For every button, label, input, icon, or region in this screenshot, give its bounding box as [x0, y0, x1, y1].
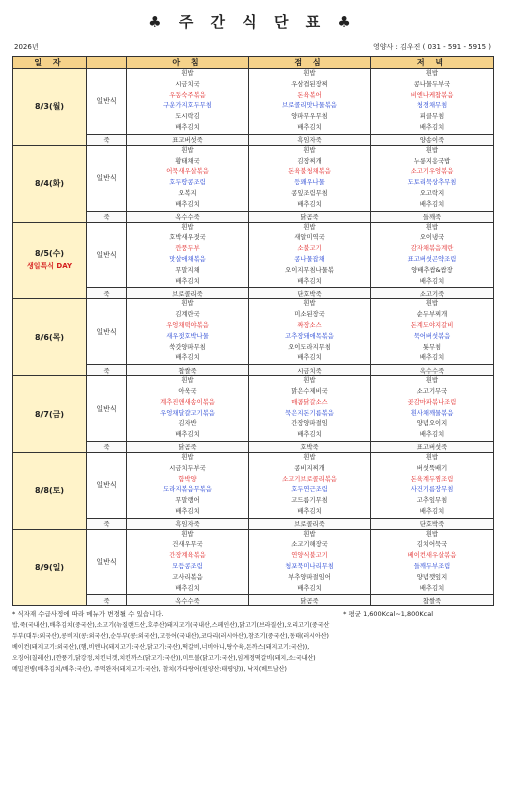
- porridge-item: 닭곰죽: [127, 441, 249, 452]
- menu-item: 도라지볶음무볶음: [163, 486, 212, 494]
- day-date: 8/3(월): [34, 102, 65, 112]
- menu-item: 연양식불고기: [291, 552, 328, 560]
- year-label: 2026년: [14, 43, 39, 51]
- menu-item: 깐풍두부: [175, 245, 200, 253]
- day-row: [13, 145, 494, 211]
- menu-item: 청경채무침: [416, 102, 448, 110]
- menu-item: 무말지채: [175, 266, 200, 274]
- day-date: 8/8(토): [34, 486, 65, 496]
- meal-type: 일반식: [87, 529, 127, 595]
- menu-item: 배추김치: [419, 431, 445, 439]
- meal-type: 일반식: [87, 299, 127, 365]
- day-date: 8/5(수): [34, 249, 65, 259]
- origin-line: 두부(대두:외국산),콩비지(콩:외국산),순두부(콩:외국산),고등어(국내산),코다리(러시아산),참조기(중국산),동태(러시아산): [12, 633, 329, 641]
- menu-item: 비엔나케찹볶음: [410, 91, 454, 99]
- menu-item: 고추장돼애목볶음: [285, 332, 334, 340]
- menu-page: [12, 8, 493, 675]
- porridge-item: 닭곰죽: [249, 211, 371, 222]
- day-cell: [13, 376, 87, 453]
- day-date: 8/7(금): [34, 409, 65, 419]
- header-day: 일 자: [13, 57, 87, 69]
- day-cell: [13, 452, 87, 529]
- lunch-cell: [249, 452, 371, 518]
- menu-item: 우엉채달걀고기볶음: [160, 409, 215, 417]
- meal-type: 일반식: [87, 69, 127, 135]
- menu-item: 미소된장국: [294, 311, 325, 319]
- porridge-item: 흑임자죽: [127, 518, 249, 529]
- menu-item: 양념깻잎지: [416, 573, 448, 581]
- menu-item: 우엉채떡야볶음: [166, 321, 209, 329]
- menu-item: 배추김치: [175, 584, 200, 592]
- menu-item: 돈육불청채볶음: [288, 168, 331, 176]
- porridge-item: 찹쌀죽: [127, 365, 249, 376]
- meal-type: 일반식: [87, 222, 127, 288]
- day-date: 8/9(일): [34, 563, 65, 573]
- weekly-menu-table: [12, 56, 494, 606]
- breakfast-cell: [127, 376, 249, 442]
- menu-item: 간장양파절임: [291, 420, 328, 428]
- meal-type: 일반식: [87, 145, 127, 211]
- menu-item: 브로콜리맛나물볶음: [282, 102, 337, 110]
- menu-item: 콩나물두부국: [413, 80, 451, 88]
- menu-item: 고사리볶음: [172, 573, 203, 581]
- day-special-label: 생일특식 DAY: [26, 262, 73, 271]
- porridge-label: 죽: [87, 288, 127, 299]
- menu-item: 콩잎조림무침: [291, 189, 328, 197]
- menu-item: 오이냉국: [419, 234, 445, 242]
- menu-item: 흰밥: [181, 300, 194, 308]
- origin-line: 밥,죽(국내산),배추김치(중국산),소고기(뉴질랜드산,호주산)돼지고기(국내산,스페인산),닭고기(브라질산),오리고기(중국산: [12, 622, 330, 630]
- menu-item: 배추김치: [297, 200, 322, 208]
- menu-item: 흰밥: [181, 530, 194, 538]
- menu-item: 배추김치: [175, 354, 200, 362]
- porridge-item: 옥수수죽: [127, 211, 249, 222]
- menu-item: 흰밥: [303, 377, 316, 385]
- menu-item: 맑은수제비국: [291, 387, 328, 395]
- menu-item: 콩나물잡채: [294, 255, 325, 263]
- lunch-cell: [249, 222, 371, 288]
- day-row: [13, 376, 494, 442]
- day-row: [13, 69, 494, 135]
- menu-item: 호두연근조림: [291, 486, 328, 494]
- porridge-item: 단호박죽: [371, 518, 494, 529]
- menu-item: 배추김치: [419, 123, 445, 131]
- menu-item: 흰밥: [425, 300, 439, 308]
- menu-item: 고추잎무침: [416, 497, 448, 505]
- porridge-label: 죽: [87, 441, 127, 452]
- menu-item: 모듬콩조림: [172, 563, 203, 571]
- menu-item: 함박양: [178, 475, 197, 483]
- porridge-item: 단호박죽: [249, 288, 371, 299]
- menu-item: 흰밥: [425, 377, 439, 385]
- menu-item: 배추김치: [297, 431, 322, 439]
- day-row: [13, 299, 494, 365]
- menu-item: 흰밥: [425, 70, 439, 77]
- menu-item: 청포묵미나리무침: [285, 563, 334, 571]
- origin-list: [12, 620, 493, 675]
- menu-item: 배추김치: [297, 277, 322, 285]
- menu-item: 도시락김: [175, 113, 200, 121]
- menu-item: 피클무침: [419, 113, 445, 121]
- lunch-cell: [249, 376, 371, 442]
- menu-item: 배추김치: [419, 354, 445, 362]
- porridge-item: 닭곰죽: [249, 595, 371, 606]
- day-cell: [13, 145, 87, 222]
- nutritionist-info: 영양사 : 김우진 ( 031 - 591 - 5915 ): [372, 43, 491, 51]
- menu-item: 흰밥: [181, 223, 194, 231]
- dinner-cell: [371, 145, 494, 211]
- day-date: 8/6(목): [34, 332, 65, 342]
- menu-item: 흰밥: [181, 377, 194, 385]
- porridge-item: 시금치죽: [249, 365, 371, 376]
- menu-item: 돈육볶어: [297, 91, 322, 99]
- lunch-cell: [249, 299, 371, 365]
- menu-item: 양배추쌈&쌈장: [411, 266, 453, 274]
- menu-item: 흰밥: [303, 70, 316, 77]
- menu-item: 톳무침: [422, 343, 442, 351]
- menu-item: 오복지: [178, 189, 197, 197]
- menu-item: 흰밥: [303, 223, 316, 231]
- menu-item: 배추김치: [297, 123, 322, 131]
- menu-item: 배추김치: [419, 200, 445, 208]
- menu-item: 흰밥: [303, 300, 316, 308]
- porridge-item: 소고기죽: [371, 288, 494, 299]
- origin-line: 오징어(칠레산),(깐풍기,닭강정,치킨너겟,치킨까스(닭고기:국산)),미트볼(닭고기:국산),임계정떡갈비(돼지,소:국내산): [12, 655, 316, 663]
- lunch-cell: [249, 529, 371, 595]
- menu-item: 버섯뚝배기: [416, 464, 448, 472]
- menu-item: 돈계도야지갈비: [410, 321, 454, 329]
- menu-item: 새우젓호박나물: [166, 332, 209, 340]
- menu-item: 흰밥: [303, 146, 316, 154]
- menu-item: 오고락지: [419, 189, 445, 197]
- porridge-item: 표고버섯죽: [371, 441, 494, 452]
- menu-item: 흰밥: [425, 223, 439, 231]
- origin-line: 베이컨(돼지고기:외국산),(햄,비엔나(돼지고기:국산,닭고기:국산),떡갈비,너비아니,탕수육,돈까스(돼지고기:국산)),: [12, 644, 310, 652]
- menu-item: 흰밥: [181, 453, 194, 461]
- menu-item: 오이지무침나물볶: [285, 266, 334, 274]
- dinner-cell: [371, 529, 494, 595]
- menu-item: 매콤닭갈소스: [291, 398, 328, 406]
- menu-item: 호두땅콩조림: [169, 179, 206, 187]
- menu-item: 묵어버섯볶음: [413, 332, 451, 340]
- origin-line: 메밀전병(배추김치/배추:국산), 주먹완자(돼지고기:국산), 참치(가다랑어(원양산:태평양)), 낙지(베트남산): [12, 666, 287, 674]
- breakfast-cell: [127, 222, 249, 288]
- notes-section: [12, 609, 493, 675]
- header-breakfast: 아 침: [127, 57, 249, 69]
- day-row: [13, 452, 494, 518]
- menu-item: 양념오이지: [416, 420, 448, 428]
- menu-item: 배추김치: [297, 507, 322, 515]
- menu-item: 사건기름장무침: [410, 486, 454, 494]
- porridge-item: 찹쌀죽: [371, 595, 494, 606]
- menu-item: 소고기브로콜리볶음: [282, 475, 337, 483]
- menu-item: 돈육계두찜조림: [410, 475, 454, 483]
- menu-item: 배추김치: [175, 431, 200, 439]
- menu-item: 흰밥: [425, 453, 439, 461]
- menu-item: 고드름기무침: [291, 497, 328, 505]
- menu-item: 도토리묵상추무침: [407, 179, 457, 187]
- menu-item: 소고기해장국: [291, 541, 328, 549]
- day-cell: [13, 529, 87, 606]
- menu-item: 배추김치: [175, 200, 200, 208]
- menu-item: 무말랭어: [175, 497, 200, 505]
- change-notice: * 식자재 수급사정에 따라 메뉴가 변경될 수 있습니다.: [12, 610, 164, 619]
- porridge-item: 옥수수죽: [371, 365, 494, 376]
- menu-item: 간장계육볶음: [169, 552, 206, 560]
- menu-item: 김자반: [178, 420, 197, 428]
- header-type: [87, 57, 127, 69]
- table-header-row: [13, 57, 494, 69]
- menu-item: 김계란국: [175, 311, 200, 319]
- menu-item: 맛살애채볶음: [169, 255, 206, 263]
- porridge-item: 양송이죽: [371, 134, 494, 145]
- menu-item: 배추김치: [175, 507, 200, 515]
- porridge-label: 죽: [87, 134, 127, 145]
- menu-item: 베이컨새우살볶음: [407, 552, 457, 560]
- porridge-label: 죽: [87, 595, 127, 606]
- menu-item: 소고기우엉볶음: [410, 168, 454, 176]
- menu-item: 배추김치: [297, 584, 322, 592]
- dinner-cell: [371, 376, 494, 442]
- menu-item: 새알미역국: [294, 234, 325, 242]
- meta-row: [12, 40, 493, 54]
- menu-item: 흰밥: [303, 530, 316, 538]
- header-lunch: 점 심: [249, 57, 371, 69]
- porridge-item: 흑임자죽: [249, 134, 371, 145]
- menu-item: 감자채볶음계란: [410, 245, 454, 253]
- day-cell: [13, 299, 87, 376]
- menu-item: 구운가지호두무침: [163, 102, 212, 110]
- header-dinner: 저 녁: [371, 57, 494, 69]
- menu-item: 양파무우무침: [291, 113, 328, 121]
- menu-item: 묵은지돈기름볶음: [285, 409, 334, 417]
- menu-item: 배추김치: [419, 584, 445, 592]
- meal-type: 일반식: [87, 376, 127, 442]
- menu-item: 콩비지찌개: [294, 464, 325, 472]
- dinner-cell: [371, 69, 494, 135]
- menu-body: [13, 69, 494, 606]
- breakfast-cell: [127, 529, 249, 595]
- breakfast-cell: [127, 145, 249, 211]
- page-title: ♣ 주 간 식 단 표 ♣: [148, 13, 357, 31]
- menu-item: 계추진앤새송이볶음: [160, 398, 215, 406]
- menu-item: 우동숙주볶음: [169, 91, 206, 99]
- menu-item: 흰밥: [181, 146, 194, 154]
- breakfast-cell: [127, 69, 249, 135]
- day-row: [13, 222, 494, 288]
- menu-item: 등꽤우나물: [294, 179, 325, 187]
- breakfast-cell: [127, 452, 249, 518]
- menu-item: 누룽지옹국밥: [413, 157, 451, 165]
- menu-item: 흰사채깨물볶음: [410, 409, 454, 417]
- menu-item: 흰밥: [425, 530, 439, 538]
- menu-item: 시금치국: [175, 80, 200, 88]
- porridge-item: 호박죽: [249, 441, 371, 452]
- dinner-cell: [371, 452, 494, 518]
- porridge-item: 브로콜리죽: [249, 518, 371, 529]
- menu-item: 곶감마파볶나조림: [407, 398, 457, 406]
- menu-item: 흰밥: [181, 70, 194, 77]
- menu-item: 소불고기: [297, 245, 322, 253]
- day-cell: [13, 69, 87, 146]
- menu-item: 아욱국: [178, 387, 197, 395]
- porridge-item: 브로콜리죽: [127, 288, 249, 299]
- menu-item: 소고기무국: [416, 387, 448, 395]
- dinner-cell: [371, 299, 494, 365]
- meal-type: 일반식: [87, 452, 127, 518]
- porridge-item: 표고버섯죽: [127, 134, 249, 145]
- menu-item: 배추김치: [297, 354, 322, 362]
- dinner-cell: [371, 222, 494, 288]
- menu-item: 짜장소스: [297, 321, 322, 329]
- menu-item: 김장찌개: [297, 157, 322, 165]
- porridge-label: 죽: [87, 365, 127, 376]
- menu-item: 부추양파절임어: [288, 573, 331, 581]
- porridge-item: 들깨죽: [371, 211, 494, 222]
- menu-item: 들깨두부조림: [413, 563, 451, 571]
- menu-item: 배추김치: [419, 507, 445, 515]
- porridge-label: 죽: [87, 211, 127, 222]
- menu-item: 김치어묵국: [416, 541, 448, 549]
- menu-item: 흰밥: [303, 453, 316, 461]
- menu-item: 쑥갓양파무침: [169, 343, 206, 351]
- menu-item: 어묵새우살볶음: [166, 168, 209, 176]
- breakfast-cell: [127, 299, 249, 365]
- porridge-item: 옥수수죽: [127, 595, 249, 606]
- menu-item: 배추김치: [175, 277, 200, 285]
- calorie-notice: * 평균 1,600Kcal~1,800Kcal: [343, 610, 433, 619]
- menu-item: 오이도라지무침: [288, 343, 331, 351]
- menu-item: 우삼겹된장찌: [291, 80, 328, 88]
- lunch-cell: [249, 69, 371, 135]
- day-cell: [13, 222, 87, 299]
- menu-item: 황태채국: [175, 157, 200, 165]
- menu-item: 표고버섯곤약조림: [407, 255, 457, 263]
- porridge-label: 죽: [87, 518, 127, 529]
- day-date: 8/4(화): [34, 179, 65, 189]
- lunch-cell: [249, 145, 371, 211]
- menu-item: 호박새우젓국: [169, 234, 206, 242]
- menu-item: 순두부찌개: [416, 311, 448, 319]
- day-row: [13, 529, 494, 595]
- menu-item: 시금치두부국: [169, 464, 206, 472]
- menu-item: 배추김치: [419, 277, 445, 285]
- note-line: [12, 609, 493, 620]
- menu-item: 흰밥: [425, 146, 439, 154]
- menu-item: 배추김치: [175, 123, 200, 131]
- menu-item: 건새우무국: [172, 541, 203, 549]
